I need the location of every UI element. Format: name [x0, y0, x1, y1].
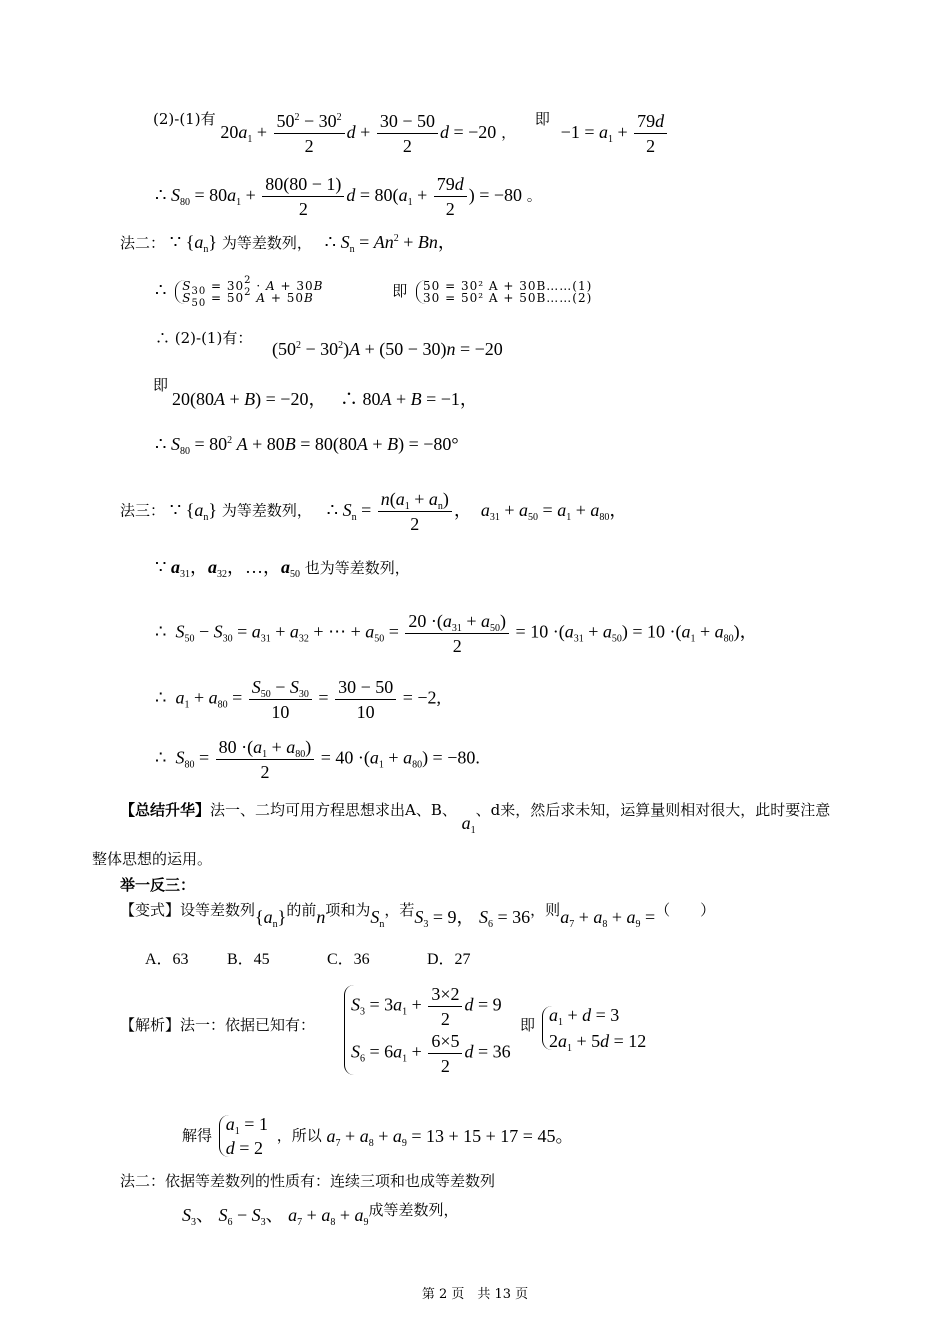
- math-expr: ∵ $\{a_n\}$: [169, 499, 218, 523]
- eq-line-2: [155, 175, 542, 218]
- eq-line-4: [155, 331, 252, 346]
- cheng-text: 成等差数列，: [368, 1201, 459, 1219]
- text-label: (2)-(1)有: [153, 110, 216, 128]
- eq-line-11: ∴ $S_{80}$ = $\frac{80 \cdot(a_1 + a_{80})}{2}$ = $40 \cdot(a_1 + a_{80}) = -80$.: [155, 737, 480, 782]
- jiede-line: [182, 1115, 573, 1157]
- jiexi-system: [340, 985, 515, 1075]
- bianshi-text-2: 的前: [286, 901, 317, 919]
- eq-line-4-math: $(50^2 - 30^2)A + (50 - 30)n = -20$: [272, 339, 503, 359]
- text-ji: 即: [520, 1016, 536, 1034]
- summary-text-1: 法一、二均可用方程思想求出A、B、: [210, 801, 457, 819]
- summary-text-3: 整体思想的运用。: [92, 850, 213, 868]
- summary-line: [120, 801, 831, 836]
- eq-line-9: ∴ $S_{50} - S_{30} = a_{31} + a_{32}$ + ⋯ + $a_{50}$ = $\frac{20 \cdot(a_{31} + a_{50})}{2}$ = $10 \cdot(a_{31} + a_{50}) = 10 \cdot(a_1 + a_{80})$，: [155, 611, 758, 656]
- bianshi-line: [120, 901, 716, 930]
- method-two-line: [120, 232, 456, 255]
- jiexi-text: 法一：依据已知有：: [180, 1016, 316, 1034]
- math-expr: $-1 = a_1$ + $\frac{79d}{2}$: [561, 122, 669, 142]
- math-expr: $20a_1$ + $\frac{50^2 - 30^2}{2}$ d + $\frac{30 - 50}{2}$ d = −20: [220, 111, 497, 156]
- system-2-eq-2: 30 = 50² A + 50B……(2): [423, 291, 593, 305]
- text-label: 法二：: [120, 234, 166, 252]
- math-expr: $a_7 + a_8 + a_9$ =: [560, 907, 656, 930]
- system-4: $a_1 + d = 3$ $2a_1 + 5d = 12$: [542, 1006, 646, 1050]
- suoyi-text: ，所以: [276, 1126, 322, 1145]
- jiexi-label-line: [120, 1018, 315, 1033]
- eq-line-5: [153, 378, 168, 393]
- math-expr: ∴ $S_n = An^2 + Bn$，: [324, 232, 456, 255]
- jiexi-label: 【解析】: [120, 1016, 181, 1034]
- system-1: $S_{30} = 30^2 \cdot A + 30B$ $S_{50} = 50^2$ A + 50B: [175, 280, 323, 304]
- math-expr: ∵ $\{a_n\}$: [169, 232, 218, 255]
- text-body: 为等差数列，: [221, 234, 312, 252]
- options-line: [145, 952, 471, 968]
- eq-line-5-math: 20(80A + B) = −20， ∴ 80A + B = −1，: [172, 389, 478, 409]
- eq-line-10: ∴ $a_1 + a_{80}$ = $\frac{S_{50} - S_{30}}{10}$ = $\frac{30 - 50}{10}$ = −2,: [155, 677, 442, 722]
- system-2: [416, 280, 592, 304]
- system-5: $a_1 = 1$ d = 2: [219, 1115, 268, 1157]
- eq-line-1: [153, 112, 669, 155]
- option-d[interactable]: D．27: [427, 951, 471, 968]
- text-label: 法三：: [120, 501, 166, 520]
- juyi-heading: [120, 878, 195, 893]
- answer-paren: （ ）: [655, 901, 716, 919]
- option-a[interactable]: A．63: [145, 951, 189, 968]
- eq-line-8: [155, 557, 410, 580]
- text-ji: 即: [392, 282, 408, 300]
- jiexi-ji: [520, 1018, 535, 1033]
- method-two-b-line: [120, 1174, 495, 1189]
- juyi-text: 举一反三：: [120, 876, 196, 894]
- bianshi-label: 【变式】: [120, 901, 181, 919]
- math-expr: ∴ $S_{80} = 80a_1$ + $\frac{80(80 - 1)}{2}$ $d = 80(a_1$ + $\frac{79d}{2}$ ) = −80: [155, 174, 523, 219]
- bianshi-text-5: ，则: [530, 901, 561, 919]
- option-c[interactable]: C．36: [327, 951, 370, 968]
- system-2-eq-1: 50 = 30² A + 30B……(1): [423, 279, 593, 293]
- math-expr: $S_3 = 9$， $S_6 = 36$: [414, 907, 531, 930]
- text-ji: 即: [153, 376, 169, 394]
- math-sn: $S_n$: [370, 907, 385, 930]
- method-two-b-text: 法二：依据等差数列的性质有：连续三项和也成等差数列: [120, 1172, 496, 1190]
- text-label: ∴ (2)-(1)有：: [155, 329, 253, 347]
- summary-label: 【总结升华】: [120, 801, 211, 819]
- eq-line-6: ∴ $S_{80} = 80^2$ A + 80B = 80(80A + B) = −80°: [155, 434, 459, 457]
- text-body: 为等差数列，: [221, 501, 312, 520]
- jiede-text: 解得: [182, 1126, 213, 1145]
- option-b[interactable]: B．45: [227, 951, 270, 968]
- page-footer: 第 2 页 共 13 页: [421, 1287, 529, 1302]
- text-body: 也为等差数列，: [304, 559, 410, 577]
- math-expr: $\{a_n\}$: [255, 907, 287, 930]
- math-a1: $a_1$: [461, 813, 476, 836]
- bianshi-text-4: ，若: [384, 901, 415, 919]
- system-line: [155, 275, 596, 309]
- math-expr: ∵ $a_{31}$，$a_{32}$，…，$a_{50}$: [155, 557, 300, 580]
- system-3: $S_3 = 3a_1$ + $\frac{3\times 2}{2}$ d = 9 $S_6 = 6a_1$ + $\frac{6\times 5}{2}$ d = 36: [344, 985, 511, 1075]
- method-two-b-math: [182, 1201, 459, 1228]
- summary-text-2: 、d来，然后求未知，运算量则相对很大，此时要注意: [475, 801, 831, 819]
- bianshi-text-3: 项和为: [325, 901, 371, 919]
- text-comma: ，: [501, 123, 517, 142]
- math-n: n: [316, 907, 326, 927]
- jiexi-system-2: [538, 1005, 650, 1054]
- therefore-symbol: ∴: [155, 280, 167, 300]
- math-expr: $a_7 + a_8 + a_9 = 13 + 15 + 17 = 45$。: [326, 1126, 574, 1149]
- math-expr: $S_3$、 $S_6 - S_3$、 $a_7 + a_8 + a_9$: [182, 1205, 369, 1228]
- bianshi-text-1: 设等差数列: [180, 901, 256, 919]
- text-ji: 即: [534, 110, 550, 128]
- text-period: 。: [526, 186, 542, 205]
- summary-line-2: [92, 852, 212, 867]
- method-three-line: [120, 490, 627, 533]
- math-expr: ∴ $S_n$ = $\frac{n(a_1 + a_n)}{2}$ ， $a_{31} + a_{50} = a_1 + a_{80}$，: [326, 489, 628, 534]
